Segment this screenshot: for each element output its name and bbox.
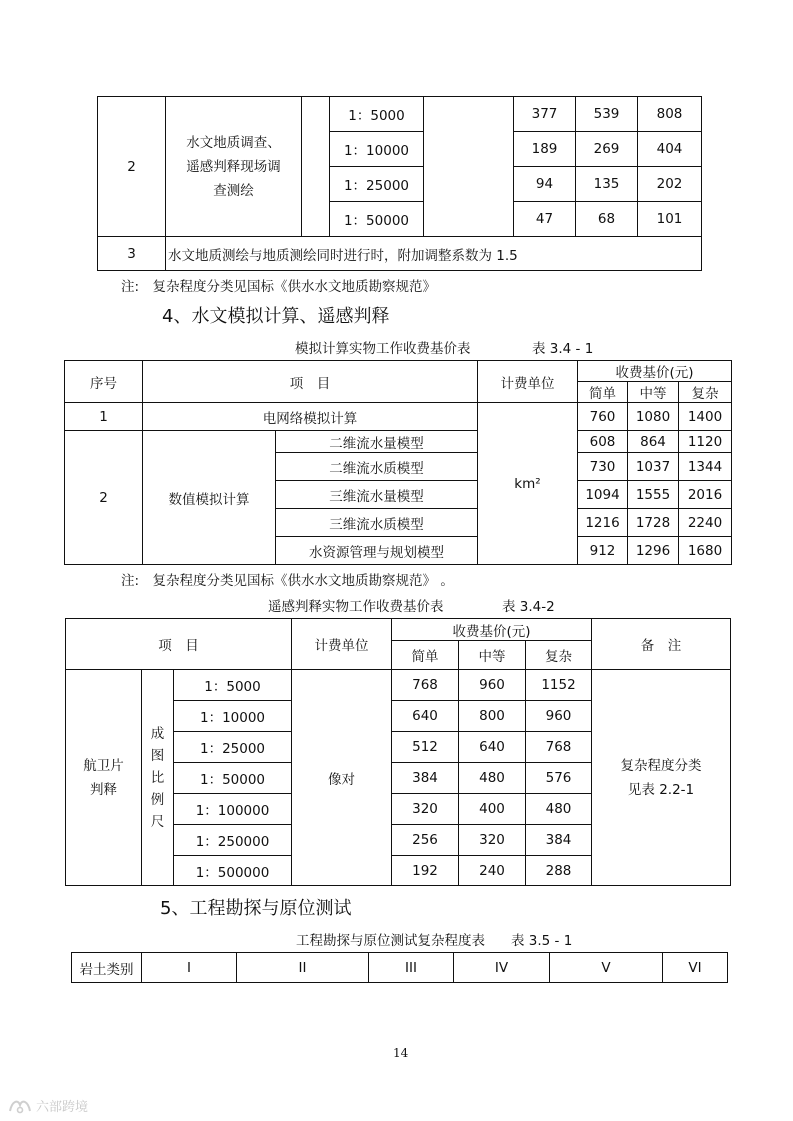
row-adjustment-note: 水文地质测绘与地质测绘同时进行时，附加调整系数为 1.5 <box>166 237 702 271</box>
price-cell: 384 <box>526 825 592 856</box>
model-name: 三维流水量模型 <box>276 481 478 509</box>
class-cell: III <box>369 953 454 983</box>
price-cell: 1080 <box>628 403 679 431</box>
price-cell: 189 <box>514 132 576 167</box>
price-cell: 864 <box>628 431 679 453</box>
scale-cell: 1：50000 <box>174 763 292 794</box>
scale-cell: 1：10000 <box>174 701 292 732</box>
row-item: 电网络模拟计算 <box>143 403 478 431</box>
price-cell: 288 <box>526 856 592 886</box>
price-cell: 320 <box>392 794 459 825</box>
header-item: 项 目 <box>66 619 292 670</box>
row-group: 数值模拟计算 <box>143 431 276 565</box>
header-unit: 计费单位 <box>478 361 578 403</box>
class-cell: IV <box>454 953 550 983</box>
price-cell: 404 <box>638 132 702 167</box>
watermark <box>8 1096 88 1115</box>
price-cell: 640 <box>392 701 459 732</box>
price-cell: 1094 <box>578 481 628 509</box>
unit-cell: 像对 <box>292 670 392 886</box>
price-cell: 640 <box>459 732 526 763</box>
table-number: 表 3.5 - 1 <box>511 933 573 949</box>
scale-label-cell: 成图比例尺 <box>142 670 174 886</box>
scale-cell: 1：5000 <box>174 670 292 701</box>
page-number: 14 <box>393 1046 409 1060</box>
price-cell: 269 <box>576 132 638 167</box>
price-cell: 192 <box>392 856 459 886</box>
price-cell: 1344 <box>679 453 732 481</box>
header-simple: 简单 <box>578 382 628 403</box>
category-cell: 航卫片判释 <box>66 670 142 886</box>
note-complexity: 注: 复杂程度分类见国标《供水水文地质勘察规范》 <box>121 279 437 295</box>
row-seq: 2 <box>98 97 166 237</box>
price-cell: 1555 <box>628 481 679 509</box>
row-seq: 3 <box>98 237 166 271</box>
scale-cell: 1：50000 <box>330 202 424 237</box>
header-price: 收费基价(元) <box>392 619 592 641</box>
price-cell: 400 <box>459 794 526 825</box>
note-complexity: 注: 复杂程度分类见国标《供水水文地质勘察规范》 。 <box>121 573 454 589</box>
row-item: 水文地质调查、遥感判释现场调查测绘 <box>166 97 302 237</box>
price-cell: 240 <box>459 856 526 886</box>
empty-cell <box>424 97 514 237</box>
table-hydro-survey <box>97 96 702 271</box>
price-cell: 47 <box>514 202 576 237</box>
model-name: 水资源管理与规划模型 <box>276 537 478 565</box>
table-soil-complexity <box>71 952 728 983</box>
price-cell: 808 <box>638 97 702 132</box>
price-cell: 2016 <box>679 481 732 509</box>
header-simple: 简单 <box>392 641 459 670</box>
header-medium: 中等 <box>459 641 526 670</box>
header-complex: 复杂 <box>679 382 732 403</box>
header-unit: 计费单位 <box>292 619 392 670</box>
row-seq: 1 <box>65 403 143 431</box>
model-name: 三维流水质模型 <box>276 509 478 537</box>
header-complex: 复杂 <box>526 641 592 670</box>
price-cell: 912 <box>578 537 628 565</box>
scale-cell: 1：500000 <box>174 856 292 886</box>
price-cell: 1400 <box>679 403 732 431</box>
header-remark: 备 注 <box>592 619 731 670</box>
table-number: 表 3.4-2 <box>502 599 555 615</box>
price-cell: 202 <box>638 167 702 202</box>
price-cell: 800 <box>459 701 526 732</box>
price-cell: 1037 <box>628 453 679 481</box>
remark-cell: 复杂程度分类见表 2.2-1 <box>592 670 731 886</box>
price-cell: 480 <box>459 763 526 794</box>
price-cell: 256 <box>392 825 459 856</box>
scale-cell: 1：25000 <box>174 732 292 763</box>
price-cell: 320 <box>459 825 526 856</box>
price-cell: 768 <box>392 670 459 701</box>
scale-cell: 1：100000 <box>174 794 292 825</box>
scale-cell: 1：25000 <box>330 167 424 202</box>
price-cell: 94 <box>514 167 576 202</box>
empty-cell <box>302 97 330 237</box>
table-remote-sensing-prices <box>65 618 731 886</box>
price-cell: 2240 <box>679 509 732 537</box>
model-name: 二维流水量模型 <box>276 431 478 453</box>
price-cell: 1296 <box>628 537 679 565</box>
price-cell: 1728 <box>628 509 679 537</box>
scale-cell: 1：10000 <box>330 132 424 167</box>
class-cell: V <box>550 953 663 983</box>
table-simulation-prices <box>64 360 732 565</box>
scale-cell: 1：5000 <box>330 97 424 132</box>
table-caption: 工程勘探与原位测试复杂程度表 <box>296 933 485 949</box>
table-caption: 模拟计算实物工作收费基价表 <box>295 341 471 357</box>
price-cell: 384 <box>392 763 459 794</box>
price-cell: 768 <box>526 732 592 763</box>
table-number: 表 3.4 - 1 <box>532 341 594 357</box>
price-cell: 960 <box>459 670 526 701</box>
section-4-title: 4、水文模拟计算、遥感判释 <box>162 306 390 327</box>
row-seq: 2 <box>65 431 143 565</box>
price-cell: 68 <box>576 202 638 237</box>
price-cell: 576 <box>526 763 592 794</box>
unit-cell: km² <box>478 403 578 565</box>
price-cell: 1680 <box>679 537 732 565</box>
header-seq: 序号 <box>65 361 143 403</box>
scale-cell: 1：250000 <box>174 825 292 856</box>
table-caption: 遥感判释实物工作收费基价表 <box>268 599 444 615</box>
price-cell: 760 <box>578 403 628 431</box>
watermark-logo-icon <box>8 1097 32 1115</box>
price-cell: 101 <box>638 202 702 237</box>
header-soil-class: 岩土类别 <box>72 953 142 983</box>
price-cell: 539 <box>576 97 638 132</box>
price-cell: 480 <box>526 794 592 825</box>
price-cell: 960 <box>526 701 592 732</box>
price-cell: 608 <box>578 431 628 453</box>
header-medium: 中等 <box>628 382 679 403</box>
class-cell: I <box>142 953 237 983</box>
watermark-text: 六部跨境 <box>36 1100 89 1115</box>
class-cell: VI <box>663 953 728 983</box>
header-item: 项 目 <box>143 361 478 403</box>
price-cell: 730 <box>578 453 628 481</box>
price-cell: 1120 <box>679 431 732 453</box>
price-cell: 1216 <box>578 509 628 537</box>
price-cell: 135 <box>576 167 638 202</box>
price-cell: 1152 <box>526 670 592 701</box>
model-name: 二维流水质模型 <box>276 453 478 481</box>
price-cell: 512 <box>392 732 459 763</box>
price-cell: 377 <box>514 97 576 132</box>
section-5-title: 5、工程勘探与原位测试 <box>160 898 352 919</box>
header-price: 收费基价(元) <box>578 361 732 382</box>
class-cell: II <box>237 953 369 983</box>
